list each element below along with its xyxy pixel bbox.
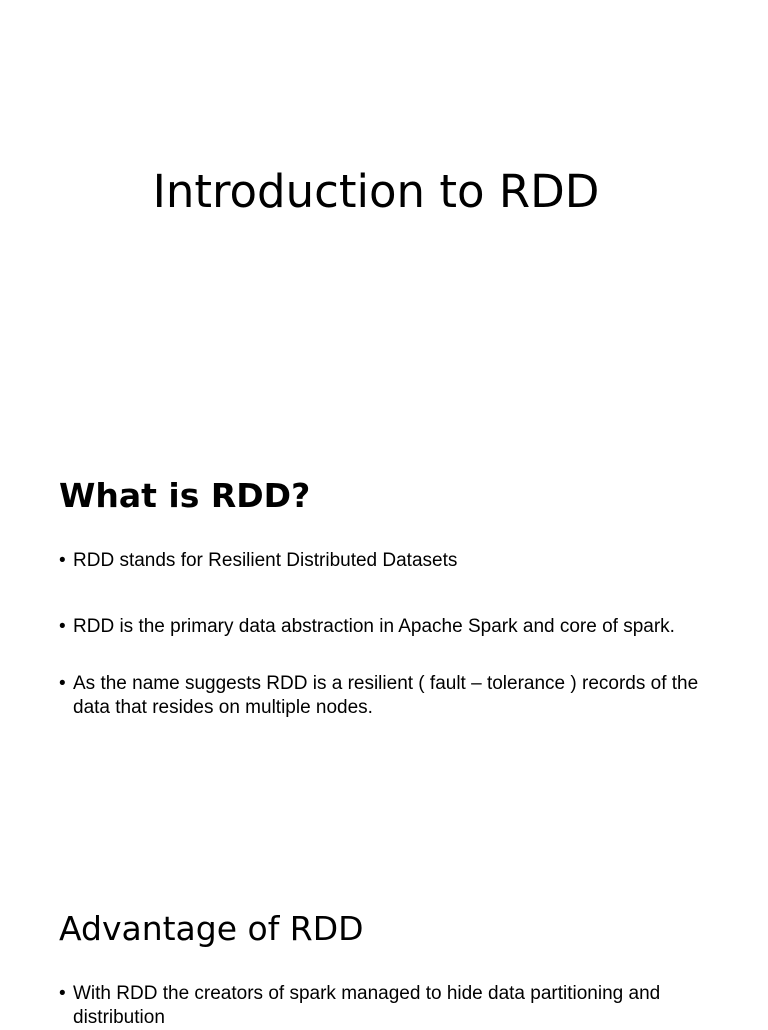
bullet-text: RDD stands for Resilient Distributed Datasets xyxy=(73,550,458,571)
slide-heading: Advantage of RDD xyxy=(59,909,364,948)
slide-3 xyxy=(0,860,768,1028)
bullet-dot: • xyxy=(59,550,66,571)
slide-1 xyxy=(0,0,768,420)
bullet-item xyxy=(59,982,719,1030)
bullet-item xyxy=(59,549,719,573)
bullet-dot: • xyxy=(59,616,66,637)
slide-2 xyxy=(0,420,768,860)
slide-title: Introduction to RDD xyxy=(152,165,600,218)
bullet-text: With RDD the creators of spark managed to hide data partitioning and distribution xyxy=(73,983,661,1028)
bullet-item xyxy=(59,615,719,639)
bullet-item xyxy=(59,672,719,720)
bullet-text: RDD is the primary data abstraction in Apache Spark and core of spark. xyxy=(73,616,675,637)
bullet-text: As the name suggests RDD is a resilient ( fault – tolerance ) records of the data that resides on multiple nodes. xyxy=(73,673,699,718)
slide-heading: What is RDD? xyxy=(59,476,311,515)
bullet-dot: • xyxy=(59,983,66,1004)
bullet-dot: • xyxy=(59,673,66,694)
